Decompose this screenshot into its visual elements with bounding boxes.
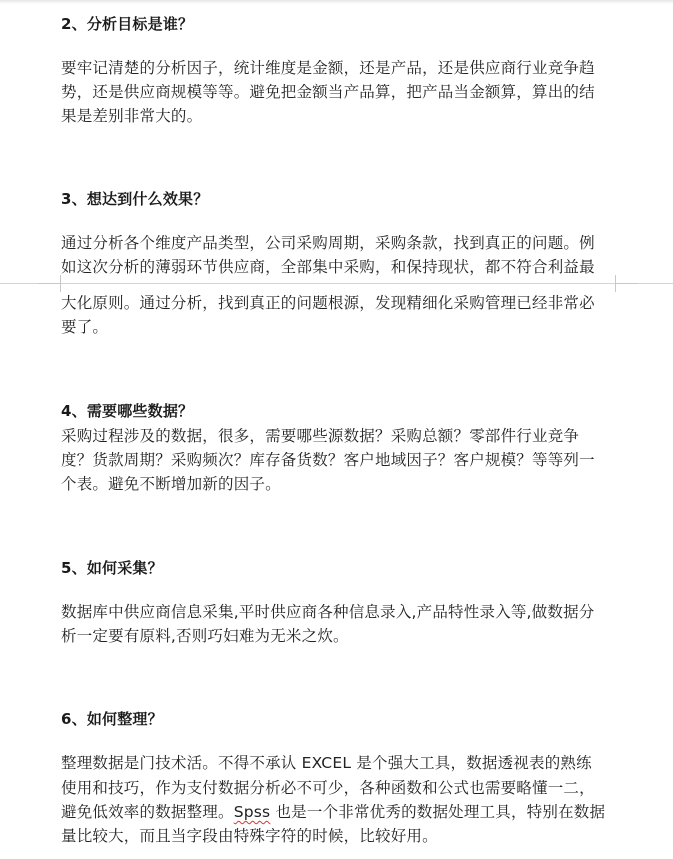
paragraph-line: 要牢记清楚的分析因子，统计维度是金额，还是产品，还是供应商行业竞争趋 — [61, 59, 595, 77]
section-heading: 5、如何采集？ — [61, 559, 163, 577]
page-break-divider — [0, 283, 673, 284]
paragraph-line: 通过分析各个维度产品类型，公司采购周期，采购条款，找到真正的问题。例 — [61, 234, 595, 252]
paragraph-line: 大化原则。通过分析，找到真正的问题根源，发现精细化采购管理已经非常必 — [61, 294, 595, 312]
section-heading: 2、分析目标是谁？ — [61, 15, 194, 33]
section-heading: 6、如何整理？ — [61, 710, 163, 728]
text-span: 避免低效率的数据整理。 — [61, 803, 234, 821]
page-corner-mark — [615, 283, 638, 292]
page-top-shadow — [0, 0, 673, 4]
page-corner-mark — [38, 283, 61, 292]
paragraph-line: 势，还是供应商规模等等。避免把金额当产品算，把产品当金额算，算出的结 — [61, 83, 595, 101]
paragraph-line: 采购过程涉及的数据，很多，需要哪些源数据？采购总额？零部件行业竞争 — [61, 427, 580, 445]
paragraph-line: 度？货款周期？采购频次？库存备货数？客户地域因子？客户规模？等等列一 — [61, 451, 595, 469]
paragraph-line: 整理数据是门技术活。不得不承认 EXCEL 是个强大工具，数据透视表的熟练 — [61, 754, 592, 772]
paragraph-line — [61, 800, 605, 824]
paragraph-line: 个表。避免不断增加新的因子。 — [61, 475, 281, 493]
paragraph-line: 如这次分析的薄弱环节供应商，全部集中采购，和保持现状，都不符合利益最 — [61, 258, 595, 276]
paragraph-line: 使用和技巧，作为支付数据分析必不可少，各种函数和公式也需要略懂一二， — [61, 779, 595, 797]
section-heading: 4、需要哪些数据？ — [61, 402, 194, 420]
paragraph-line: 量比较大，而且当字段由特殊字符的时候，比较好用。 — [61, 827, 438, 845]
section-heading: 3、想达到什么效果？ — [61, 190, 209, 208]
paragraph-line: 数据库中供应商信息采集,平时供应商各种信息录入,产品特性录入等,做数据分 — [61, 603, 595, 621]
paragraph-line: 析一定要有原料,否则巧妇难为无米之炊。 — [61, 627, 349, 645]
text-span: 也是一个非常优秀的数据处理工具，特别在数据 — [270, 803, 606, 821]
paragraph-line: 要了。 — [61, 318, 109, 336]
spellcheck-flagged-word[interactable]: Spss — [233, 803, 271, 821]
paragraph-line: 果是差别非常大的。 — [61, 107, 203, 125]
